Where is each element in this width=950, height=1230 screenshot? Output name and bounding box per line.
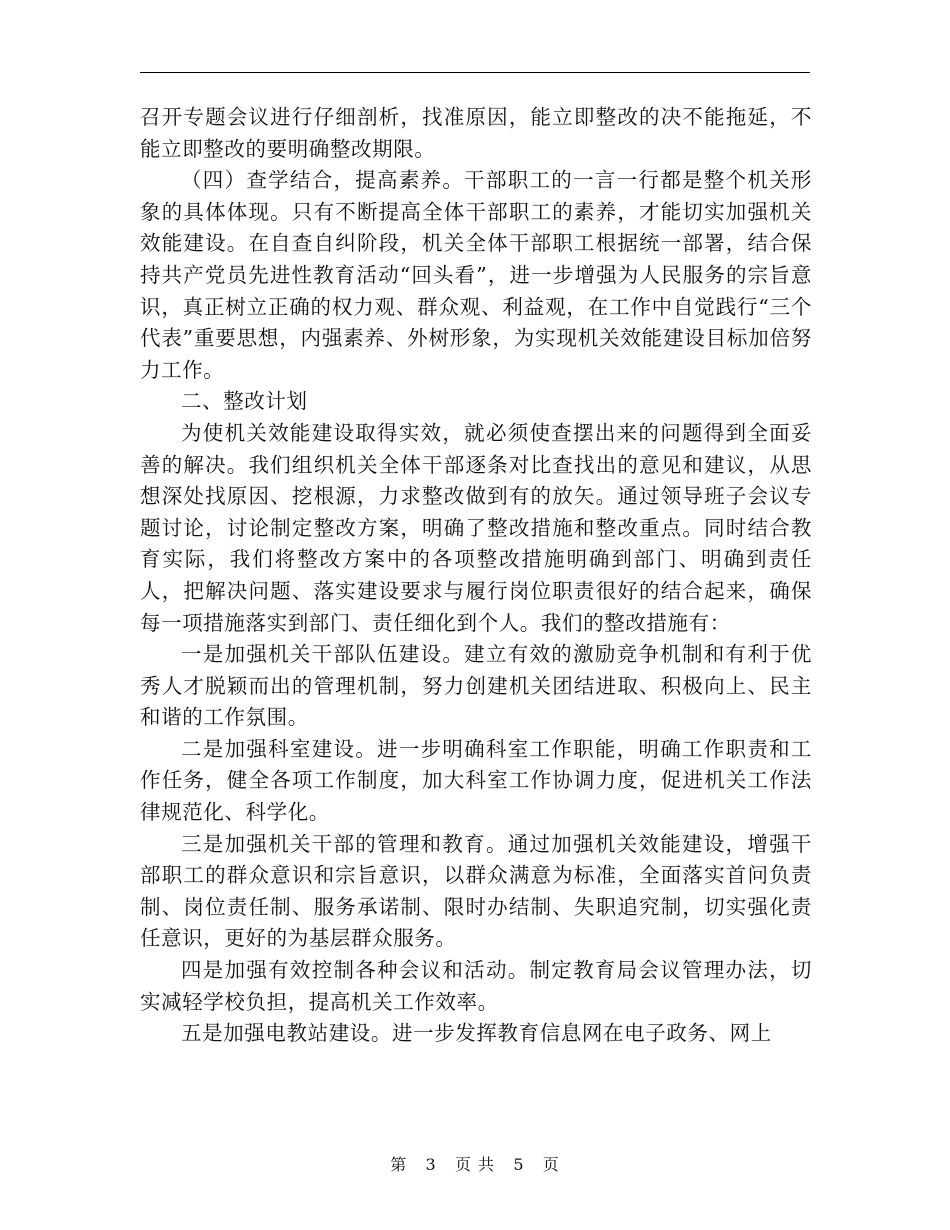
footer-page-number: 3 xyxy=(425,1155,437,1174)
paragraph: 召开专题会议进行仔细剖析，找准原因，能立即整改的决不能拖延，不能立即整改的要明确整改期限。 xyxy=(140,105,812,161)
paragraph: 为使机关效能建设取得实效，就必须使查摆出来的问题得到全面妥善的解决。我们组织机关全体干部逐条对比查找出的意见和建议，从思想深处找原因、挖根源，力求整改做到有的放矢。通过领导班子会议专题讨论，讨论制定整改方案，明确了整改措施和整改重点。同时结合教育实际，我们将整改方案中的各项整改措施明确到部门、明确到责任人，把解决问题、落实建设要求与履行岗位职责很好的结合起来，确保每一项措施落实到部门、责任细化到个人。我们的整改措施有： xyxy=(140,420,812,635)
footer-total-pages: 5 xyxy=(513,1155,525,1174)
paragraph: 五是加强电教站建设。进一步发挥教育信息网在电子政务、网上 xyxy=(181,1021,772,1046)
footer-suffix: 页 xyxy=(542,1155,560,1174)
page-footer xyxy=(0,1152,950,1175)
paragraph: 二是加强科室建设。进一步明确科室工作职能，明确工作职责和工作任务，健全各项工作制度，加大科室工作协调力度，促进机关工作法律规范化、科学化。 xyxy=(140,736,812,825)
paragraph: 四是加强有效控制各种会议和活动。制定教育局会议管理办法，切实减轻学校负担，提高机关工作效率。 xyxy=(140,958,812,1014)
document-body xyxy=(140,102,812,1050)
section-heading: 二、整改计划 xyxy=(181,389,308,414)
footer-prefix: 第 xyxy=(390,1155,408,1174)
header-rule xyxy=(140,72,810,73)
footer-middle: 页 共 xyxy=(454,1155,496,1174)
paragraph: 三是加强机关干部的管理和教育。通过加强机关效能建设，增强干部职工的群众意识和宗旨意识，以群众满意为标准，全面落实首问负责制、岗位责任制、服务承诺制、限时办结制、失职追究制，切实强化责任意识，更好的为基层群众服务。 xyxy=(140,831,812,951)
paragraph: 一是加强机关干部队伍建设。建立有效的激励竞争机制和有利于优秀人才脱颖而出的管理机制，努力创建机关团结进取、积极向上、民主和谐的工作氛围。 xyxy=(140,642,812,730)
paragraph: （四）查学结合，提高素养。干部职工的一言一行都是整个机关形象的具体体现。只有不断提高全体干部职工的素养，才能切实加强机关效能建设。在自查自纠阶段，机关全体干部职工根据统一部署，结合保持共产党员先进性教育活动“回头看”，进一步增强为人民服务的宗旨意识，真正树立正确的权力观、群众观、利益观，在工作中自觉践行“三个代表”重要思想，内强素养、外树形象，为实现机关效能建设目标加倍努力工作。 xyxy=(140,168,812,382)
